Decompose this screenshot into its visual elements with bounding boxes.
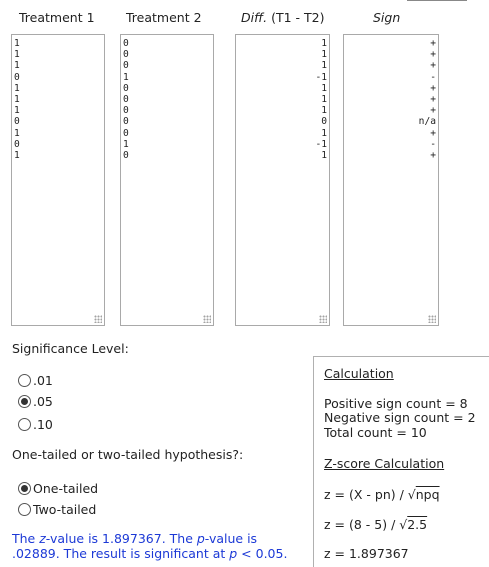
column-value: 1 — [321, 93, 327, 105]
column-value: + — [430, 82, 436, 94]
column-value: 1 — [321, 82, 327, 94]
result-part: < 0.05. — [237, 546, 288, 561]
column-value: 0 — [123, 60, 129, 72]
column-value: 1 — [321, 149, 327, 161]
result-z-symbol: z — [39, 531, 46, 546]
result-part: The — [12, 531, 40, 546]
column-value: 0 — [123, 49, 129, 61]
column-value: 1 — [321, 105, 327, 117]
formula-radicand: npq — [415, 487, 440, 502]
result-part: -value is .02889. The result is significant at — [12, 531, 258, 561]
substitution-lhs: z = (8 - 5) / √ — [324, 517, 408, 532]
option-label: .10 — [33, 417, 53, 432]
column-value: 1 — [14, 127, 20, 139]
negative-count: Negative sign count = 2 — [324, 410, 476, 425]
column-value: 1 — [14, 82, 20, 94]
result-part: -value is 1.897367. The — [45, 531, 197, 546]
header-treatment-1: Treatment 1 — [19, 10, 95, 25]
column-value: + — [430, 149, 436, 161]
diff-label: Diff. — [241, 10, 268, 25]
radio-button[interactable] — [18, 503, 31, 516]
column-value: 0 — [123, 93, 129, 105]
radio-button[interactable] — [18, 482, 31, 495]
option-label: .01 — [33, 373, 53, 388]
result-p-symbol: p — [196, 531, 205, 546]
result-p-symbol: p — [229, 546, 238, 561]
column-value: 1 — [321, 49, 327, 61]
column-value: 0 — [14, 116, 20, 128]
tail-option-one[interactable] — [18, 481, 98, 496]
tail-label: One-tailed or two-tailed hypothesis?: — [12, 447, 244, 462]
resize-grip-icon[interactable] — [319, 315, 327, 323]
result-text — [12, 531, 302, 561]
column-value: 1 — [14, 60, 20, 72]
column-value: 0 — [14, 71, 20, 83]
column-value: 0 — [321, 116, 327, 128]
radio-button[interactable] — [18, 418, 31, 431]
column-value: 0 — [123, 38, 129, 49]
column-value: 1 — [14, 105, 20, 117]
column-value: 0 — [123, 105, 129, 117]
substitution-radicand: 2.5 — [407, 517, 428, 532]
resize-grip-icon[interactable] — [94, 315, 102, 323]
resize-grip-icon[interactable] — [203, 315, 211, 323]
column-value: + — [430, 60, 436, 72]
column-value: + — [430, 49, 436, 61]
column-value: 1 — [14, 49, 20, 61]
column-value: 0 — [123, 149, 129, 161]
zscore-formula — [324, 487, 440, 502]
column-value: 1 — [123, 71, 129, 83]
diff-textarea[interactable] — [235, 34, 330, 326]
radio-button[interactable] — [18, 395, 31, 408]
column-value: 1 — [14, 93, 20, 105]
column-value: -1 — [315, 71, 327, 83]
column-value: n/a — [418, 116, 436, 128]
formula-lhs: z = (X - pn) / √ — [324, 487, 416, 502]
column-value: + — [430, 93, 436, 105]
column-value: + — [430, 38, 436, 49]
header-sign — [373, 10, 400, 25]
significance-label: Significance Level: — [12, 341, 129, 356]
sign-textarea[interactable] — [343, 34, 439, 326]
significance-option-05[interactable] — [18, 394, 53, 409]
treatment-1-textarea[interactable] — [11, 34, 105, 326]
column-value: 0 — [123, 116, 129, 128]
column-value: 1 — [321, 127, 327, 139]
radio-button[interactable] — [18, 374, 31, 387]
resize-grip-icon[interactable] — [428, 315, 436, 323]
header-diff — [241, 10, 324, 25]
header-treatment-2: Treatment 2 — [126, 10, 202, 25]
column-value: + — [430, 105, 436, 117]
option-label: One-tailed — [33, 481, 99, 496]
zscore-result: z = 1.897367 — [324, 546, 409, 561]
column-value: + — [430, 127, 436, 139]
column-value: 1 — [14, 38, 20, 49]
column-value: 1 — [321, 38, 327, 49]
column-value: - — [430, 138, 436, 150]
significance-option-01[interactable] — [18, 373, 53, 388]
sign-label: Sign — [373, 10, 401, 25]
column-value: 0 — [123, 127, 129, 139]
column-value: -1 — [315, 138, 327, 150]
column-value: 1 — [14, 149, 20, 161]
column-value: 1 — [321, 60, 327, 72]
zscore-title: Z-score Calculation — [324, 456, 445, 471]
treatment-2-textarea[interactable] — [120, 34, 214, 326]
window-top-edge — [0, 0, 489, 3]
calculation-title: Calculation — [324, 366, 394, 381]
significance-option-10[interactable] — [18, 417, 53, 432]
positive-count: Positive sign count = 8 — [324, 396, 468, 411]
option-label: Two-tailed — [33, 502, 97, 517]
top-edge-mark — [407, 0, 467, 3]
diff-suffix: (T1 - T2) — [271, 10, 325, 25]
total-count: Total count = 10 — [324, 425, 427, 440]
calculation-panel — [313, 356, 489, 567]
column-value: 0 — [123, 82, 129, 94]
option-label: .05 — [33, 394, 53, 409]
column-value: 0 — [14, 138, 20, 150]
tail-option-two[interactable] — [18, 502, 96, 517]
column-value: - — [430, 71, 436, 83]
zscore-substitution — [324, 517, 427, 532]
column-value: 1 — [123, 138, 129, 150]
